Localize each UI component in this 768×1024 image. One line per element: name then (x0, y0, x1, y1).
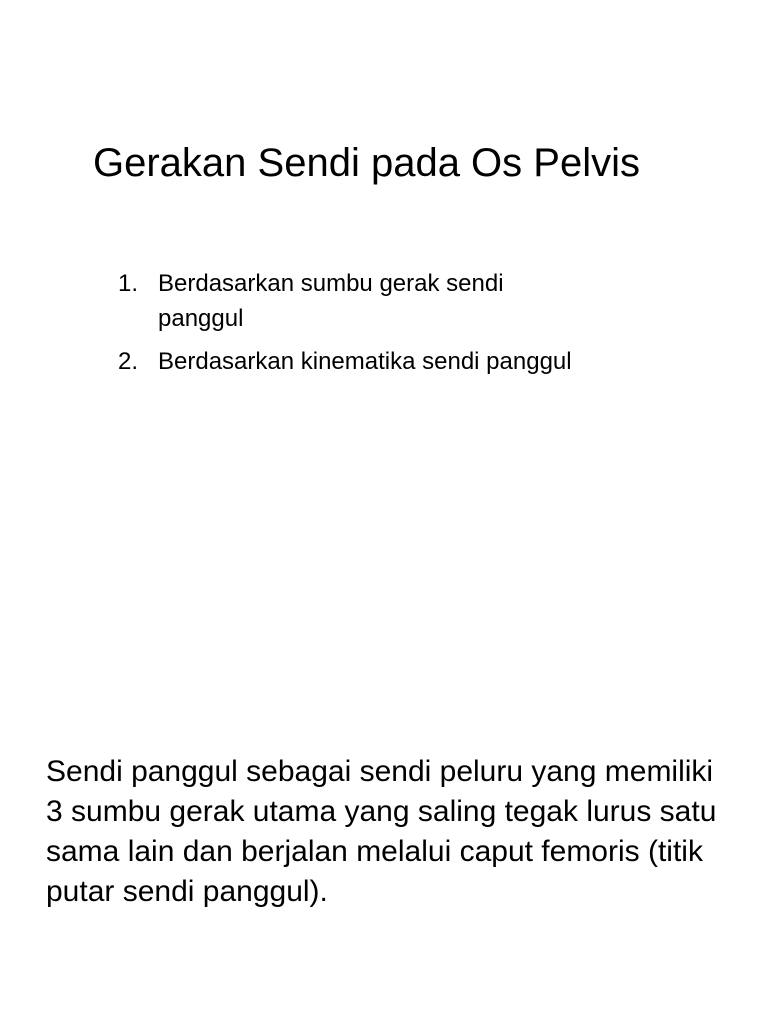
list-item-text: Berdasarkan sumbu gerak sendi panggul (158, 270, 504, 332)
list-item-text: Berdasarkan kinematika sendi panggul (158, 348, 572, 375)
list-item (118, 266, 678, 336)
summary-paragraph: Sendi panggul sebagai sendi peluru yang memiliki 3 sumbu gerak utama yang saling tegak lurus satu sama lain dan berjalan melalui caput femoris (titik putar sendi panggul). (46, 755, 717, 908)
slide-title: Gerakan Sendi pada Os Pelvis (93, 140, 640, 185)
topic-list (118, 266, 678, 387)
list-item-number: 1. (118, 270, 139, 297)
list-item (118, 344, 678, 379)
list-item-number: 2. (118, 348, 139, 375)
